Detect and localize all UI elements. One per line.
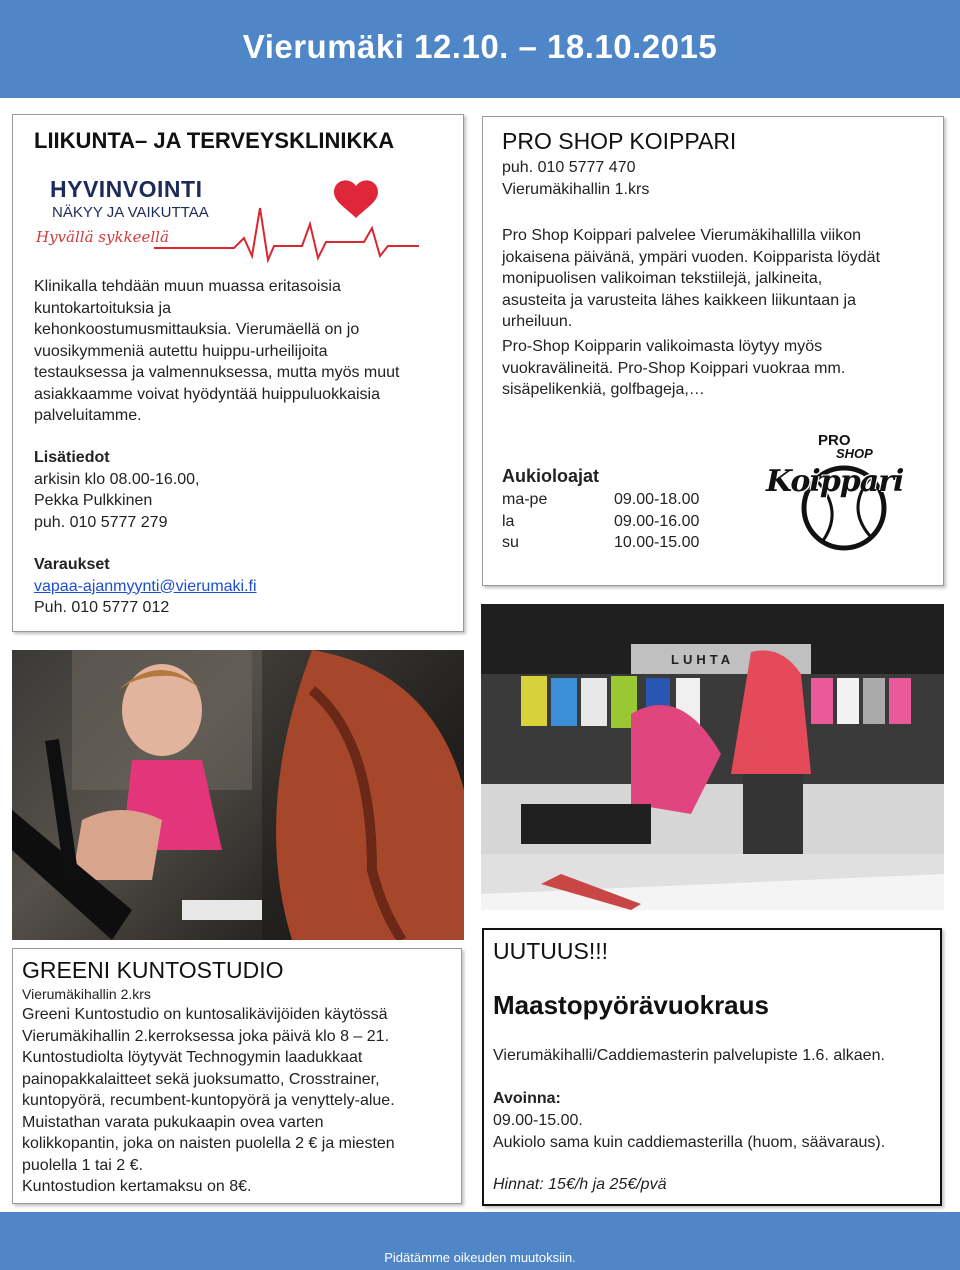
- footer-banner: [0, 1212, 960, 1270]
- logo-script: Hyvällä sykkeellä: [36, 228, 169, 246]
- header-banner: [0, 0, 960, 98]
- shop-scene: [481, 604, 944, 910]
- clinic-body: [34, 276, 454, 427]
- news-open-time: 09.00-15.00.: [493, 1112, 583, 1129]
- booking-heading: Varaukset: [34, 556, 110, 573]
- gym-scene: [12, 650, 464, 940]
- clinic-body-line: palveluitamme.: [34, 407, 142, 424]
- news-heading: UUTUUS!!!: [493, 938, 608, 964]
- clinic-body-line: Klinikalla tehdään muun muassa eritasoisia: [34, 278, 341, 295]
- hours-day: ma-pe: [502, 491, 548, 508]
- shop-photo: [481, 604, 944, 910]
- proshop-text-line: asusteita ja varusteita lähes kaikkeen liikuntaan ja: [502, 291, 856, 309]
- koippari-logo: [762, 432, 902, 552]
- proshop-text-line: monipuolisen valikoiman tekstiilejä, jalkineita,: [502, 270, 823, 287]
- hours-heading: Aukioloajat: [502, 466, 600, 486]
- proshop-text-line: urheiluun.: [502, 313, 573, 330]
- proshop-text-line: jokaisena päivänä, ympäri vuoden. Koipparista löydät: [502, 248, 881, 266]
- clinic-body-line: testauksessa ja valmennuksessa, mutta myös muut: [34, 364, 400, 381]
- news-price: Hinnat: 15€/h ja 25€/pvä: [493, 1176, 667, 1193]
- info-heading: Lisätiedot: [34, 449, 110, 466]
- logo-subtitle: NÄKYY JA VAIKUTTAA: [52, 204, 209, 221]
- clinic-body-line: kuntokartoituksia ja: [34, 299, 171, 317]
- proshop-text-line: Pro Shop Koippari palvelee Vierumäkihallilla viikon: [502, 227, 862, 244]
- clinic-title: LIIKUNTA– JA TERVEYSKLINIKKA: [34, 128, 395, 153]
- page-title: Vierumäki 12.10. – 18.10.2015: [242, 28, 718, 65]
- hours-row: [502, 511, 762, 533]
- news-box: [482, 928, 942, 1206]
- shop-sign: LUHTA: [671, 652, 735, 667]
- info-contact: Pekka Pulkkinen: [34, 492, 153, 509]
- heartbeat-icon: [34, 168, 422, 268]
- booking-phone: Puh. 010 5777 012: [34, 599, 170, 616]
- proshop-contact: [502, 157, 932, 200]
- news-title: Maastopyörävuokraus: [493, 990, 769, 1020]
- clinic-body-line: asiakkaamme voivat hyödyntää huippuluokkaisia: [34, 385, 380, 403]
- news-subtitle: Vierumäkihalli/Caddiemasterin palvelupiste 1.6. alkaen.: [493, 1047, 885, 1064]
- proshop-text-line: Pro-Shop Koipparin valikoimasta löytyy myös: [502, 338, 823, 355]
- info-hours: arkisin klo 08.00-16.00,: [34, 470, 200, 488]
- gym-photo: [12, 650, 464, 940]
- hours-day: la: [502, 512, 515, 530]
- greeni-text-line: Kuntostudiolta löytyvät Technogymin laadukkaat: [22, 1049, 363, 1066]
- logo-name: Koippari: [766, 464, 904, 499]
- greeni-body: [22, 1004, 458, 1198]
- proshop-hours: [502, 463, 762, 554]
- proshop-para1: [502, 225, 938, 333]
- greeni-text-line: kolikkopantin, joka on naisten puolella 2 € ja miesten: [22, 1135, 395, 1152]
- greeni-text-line: Kuntostudion kertamaksu on 8€.: [22, 1178, 252, 1195]
- hyvinvointi-logo: [34, 168, 422, 268]
- proshop-text-line: sisäpelikenkiä, golfbageja,…: [502, 381, 705, 398]
- proshop-text-line: vuokravälineitä. Pro-Shop Koippari vuokraa mm.: [502, 359, 846, 377]
- logo-pro: PRO: [818, 432, 851, 449]
- greeni-title: GREENI KUNTOSTUDIO: [22, 957, 284, 983]
- greeni-text-line: Greeni Kuntostudio on kuntosalikävijöiden käytössä: [22, 1006, 388, 1023]
- info-phone: puh. 010 5777 279: [34, 513, 168, 531]
- logo-title: HYVINVOINTI: [50, 176, 203, 202]
- greeni-text-line: painopakkalaitteet sekä juoksumatto, Crosstrainer,: [22, 1070, 380, 1088]
- hours-time: 09.00-16.00: [614, 512, 700, 530]
- proshop-title: PRO SHOP KOIPPARI: [502, 128, 737, 154]
- news-open-heading: Avoinna:: [493, 1090, 561, 1107]
- news-open-note: Aukiolo sama kuin caddiemasterilla (huom, säävaraus).: [493, 1134, 886, 1151]
- greeni-text-line: Muistathan varata pukukaapin ovea varten: [22, 1113, 324, 1131]
- greeni-location: Vierumäkihallin 2.krs: [22, 986, 151, 1002]
- logo-shop: SHOP: [836, 446, 873, 461]
- clinic-body-line: vuosikymmeniä autettu huippu-urheilijoita: [34, 342, 328, 360]
- footer-text: Pidätämme oikeuden muutoksiin.: [384, 1250, 576, 1265]
- hours-row: [502, 489, 762, 511]
- greeni-text-line: puolella 1 tai 2 €.: [22, 1156, 143, 1174]
- hours-row: [502, 532, 762, 554]
- clinic-info: [34, 447, 454, 619]
- hours-day: su: [502, 534, 519, 551]
- booking-email-link[interactable]: vapaa-ajanmyynti@vierumaki.fi: [34, 577, 257, 595]
- hours-time: 09.00-18.00: [614, 491, 700, 508]
- proshop-para2: [502, 336, 938, 401]
- greeni-text-line: Vierumäkihallin 2.kerroksessa joka päivä klo 8 – 21.: [22, 1027, 390, 1045]
- clinic-body-line: kehonkoostumusmittauksia. Vierumäellä on jo: [34, 321, 360, 338]
- proshop-phone: puh. 010 5777 470: [502, 159, 636, 176]
- booking-email-row: [34, 576, 454, 598]
- hours-time: 10.00-15.00: [614, 534, 700, 551]
- proshop-location: Vierumäkihallin 1.krs: [502, 180, 650, 198]
- greeni-text-line: kuntopyörä, recumbent-kuntopyörä ja venyttely-alue.: [22, 1092, 395, 1109]
